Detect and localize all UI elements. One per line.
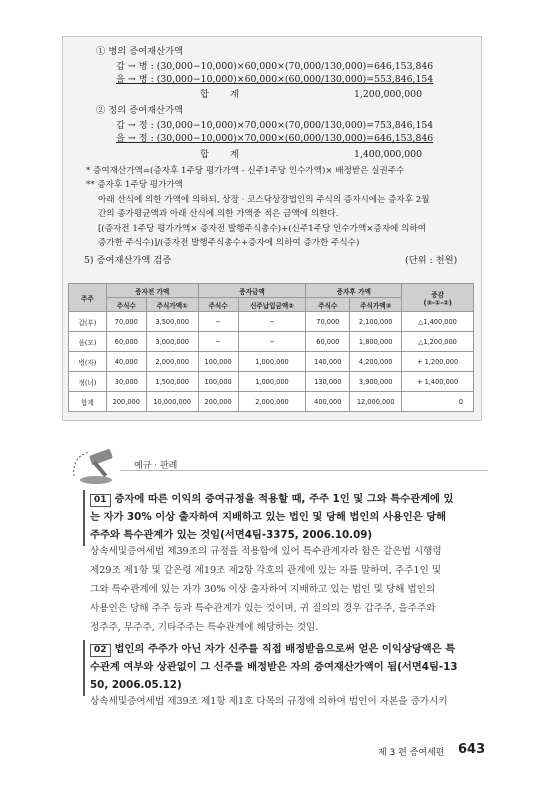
cell: 2,000,000 — [146, 352, 198, 372]
cell: 1,800,000 — [350, 332, 402, 352]
table-row — [69, 392, 474, 412]
cell: 140,000 — [306, 352, 350, 372]
table-title: 5) 증여재산가액 검증 — [84, 255, 172, 266]
cell: 1,000,000 — [238, 352, 306, 372]
calc-line: 갑 → 정 : (30,000−10,000)×70,000×(70,000/130,000)=753,846,154 — [116, 120, 434, 131]
calc-line: 을 → 정 : (30,000−10,000)×70,000×(60,000/130,000)=646,153,846 — [116, 133, 434, 144]
footer-section: 제 3 편 증여세편 — [378, 748, 445, 758]
header-shares: 주식수 — [198, 298, 238, 312]
total-value: 1,200,000,000 — [354, 89, 423, 100]
cell: 40,000 — [106, 352, 146, 372]
cell: − — [198, 332, 238, 352]
table-row — [69, 352, 474, 372]
table-row — [69, 372, 474, 392]
cell: 3,900,000 — [350, 372, 402, 392]
ruling-heading: 02 법인의 주주가 아닌 자가 신주를 직접 배정받음으로써 얻은 이익상당액은 특 수관계 여부와 상관없이 그 신주를 배정받은 자의 증여재산가액이 됨(서면4팀-13 50, 2006.05.12) — [90, 643, 458, 691]
calc-line: 을 → 병 : (30,000−10,000)×60,000×(60,000/130,000)=553,846,154 — [116, 74, 434, 85]
header-value1: 주식가액① — [146, 298, 198, 312]
footnote: ** 증자후 1주당 평가가액 — [86, 180, 183, 190]
cell: − — [238, 332, 306, 352]
cell: − — [198, 312, 238, 332]
accent-bar — [83, 490, 85, 546]
header-change: 증감 (③-①-②) — [402, 284, 474, 312]
cell: 200,000 — [106, 392, 146, 412]
section-label: 예규 · 판례 — [134, 461, 178, 471]
cell: 130,000 — [306, 372, 350, 392]
cell: △1,400,000 — [402, 312, 474, 332]
cell: 30,000 — [106, 372, 146, 392]
cell: 100,000 — [198, 352, 238, 372]
table-row — [69, 332, 474, 352]
cell: 60,000 — [306, 332, 350, 352]
divider — [120, 470, 488, 471]
cell: + 1,400,000 — [402, 372, 474, 392]
cell: 갑(부) — [69, 312, 107, 332]
cell: 을(모) — [69, 332, 107, 352]
cell: 2,100,000 — [350, 312, 402, 332]
cell: 200,000 — [198, 392, 238, 412]
cell: 3,000,000 — [146, 332, 198, 352]
verification-table — [68, 283, 474, 412]
cell: + 1,200,000 — [402, 352, 474, 372]
cell: △1,200,000 — [402, 332, 474, 352]
heading-jeong: ② 정의 증여재산가액 — [96, 105, 184, 116]
footnote: * 증여재산가액=(증자후 1주당 평가가액 - 신주1주당 인수가액)× 배정받은 실권주수 — [86, 166, 405, 176]
footnote-text: 간의 종가평균액과 아래 산식에 의한 가액중 적은 금액에 의한다. — [98, 209, 339, 219]
header-shareholder: 주주 — [69, 284, 107, 312]
cell: 4,200,000 — [350, 352, 402, 372]
header-amount: 증자금액 — [198, 284, 306, 298]
cell: 3,500,000 — [146, 312, 198, 332]
header-before: 증자전 가액 — [106, 284, 198, 298]
gavel-icon — [70, 446, 128, 486]
ruling-number: 02 — [90, 644, 111, 657]
cell: 1,000,000 — [238, 372, 306, 392]
cell: 60,000 — [106, 332, 146, 352]
header-shares: 주식수 — [306, 298, 350, 312]
total-value: 1,400,000,000 — [354, 149, 423, 160]
total-label: 합 계 — [200, 149, 239, 160]
table-unit: (단위 : 천원) — [405, 255, 458, 266]
header-shares: 주식수 — [106, 298, 146, 312]
cell: 400,000 — [306, 392, 350, 412]
cell: 1,500,000 — [146, 372, 198, 392]
ruling-body: 상속세및증여세법 제39조 제1항 제1호 다목의 규정에 의하여 법인이 자본을 증가시키 — [90, 696, 448, 707]
cell: 70,000 — [106, 312, 146, 332]
ruling-body: 상속세및증여세법 제39조의 규정을 적용함에 있어 특수관계자라 함은 같은법 시행령 제29조 제1항 및 같은령 제19조 제2항 각호의 관계에 있는 자를 말하며, 주주1인 및 그와 특수관계에 있는 자가 30% 이상 출자하여 지배하고 있는 법인 및 당해 법인의 사용인은 당해 주주 등과 특수관계가 있는 것이며, 귀 질의의 경우 갑주주, 을주주와 정주주, 무주주, 기타주주는 특수관계에 해당하는 것임. — [90, 546, 442, 633]
cell: − — [238, 312, 306, 332]
footnote-text: 증가한 주식수)]/(증자전 발행주식총수+증자에 의하여 증가한 주식수) — [98, 238, 360, 248]
header-payment: 신주납입금액② — [238, 298, 306, 312]
cell: 0 — [402, 392, 474, 412]
cell: 70,000 — [306, 312, 350, 332]
cell: 10,000,000 — [146, 392, 198, 412]
ruling-number: 01 — [90, 494, 111, 507]
page-number: 643 — [458, 742, 486, 757]
cell: 병(자) — [69, 352, 107, 372]
table-row — [69, 312, 474, 332]
header-value3: 주식가액③ — [350, 298, 402, 312]
cell: 12,000,000 — [350, 392, 402, 412]
total-label: 합 계 — [200, 89, 239, 100]
footnote-text: 아래 산식에 의한 가액에 의하되, 상장 · 코스닥상장법인의 주식의 증자시에는 증자후 2월 — [98, 195, 430, 205]
heading-byeong: ① 병의 증여재산가액 — [96, 46, 184, 57]
accent-bar — [83, 640, 85, 696]
calc-line: 갑 → 병 : (30,000−10,000)×60,000×(70,000/130,000)=646,153,846 — [116, 61, 434, 72]
cell: 합계 — [69, 392, 107, 412]
cell: 정(녀) — [69, 372, 107, 392]
ruling-heading: 01 증자에 따른 이익의 증여규정을 적용할 때, 주주 1인 및 그와 특수관계에 있 는 자가 30% 이상 출자하여 지배하고 있는 법인 및 당해 법인의 사용인은 당해 주주와 특수관계가 있는 것임(서면4팀-3375, 2006.10.09) — [90, 493, 454, 541]
header-after: 증자후 가액 — [306, 284, 402, 298]
cell: 100,000 — [198, 372, 238, 392]
footnote-text: [(증자전 1주당 평가가액× 증자전 발행주식총수)+(신주1주당 인수가액×증자에 의하여 — [98, 224, 426, 234]
cell: 2,000,000 — [238, 392, 306, 412]
